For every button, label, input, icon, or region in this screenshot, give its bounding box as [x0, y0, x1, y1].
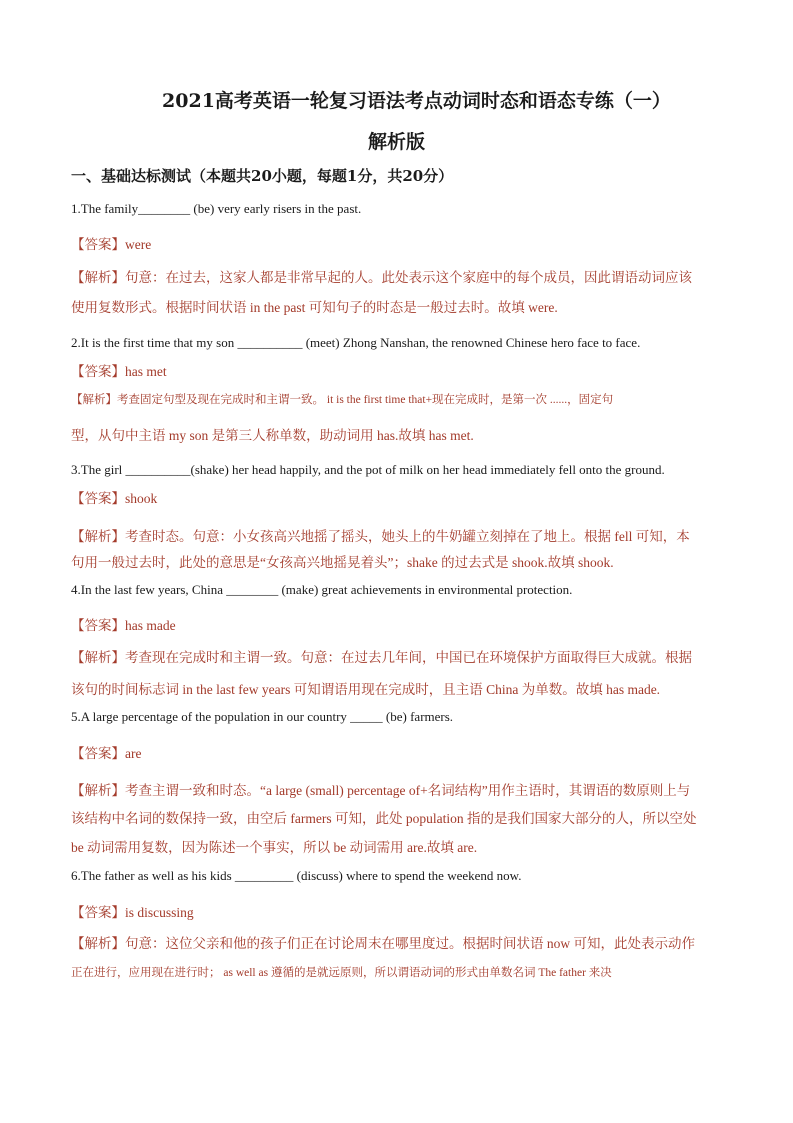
explanation-2-line-1: 【解析】考查固定句型及现在完成时和主谓一致。 it is the first time that+现在完成时，是第一次 ......，固定句	[71, 394, 614, 406]
explanation-3-line-1: 【解析】考查时态。句意：小女孩高兴地摇了摇头，她头上的牛奶罐立刻掉在了地上。根据 fell 可知，本	[71, 529, 690, 544]
question-5: 5.A large percentage of the population in our country _____ (be) farmers.	[71, 709, 454, 724]
answer-6	[71, 901, 194, 921]
explanation-5-line-2: 该结构中名词的数保持一致，由空后 farmers 可知，此处 population 指的是我们国家大部分的人，所以空处	[71, 811, 697, 826]
answer-tag: 【答案】	[71, 364, 125, 379]
explanation-6-line-2: 正在进行，应用现在进行时； as well as 遵循的是就远原则，所以谓语动词的形式由单数名词 The father 来决	[71, 967, 612, 979]
answer-text: has met	[125, 364, 167, 379]
section-heading: 一、基础达标测试（本题共20小题，每题1分，共20分）	[71, 167, 454, 185]
answer-tag: 【答案】	[71, 746, 125, 761]
answer-text: shook	[125, 491, 158, 506]
answer-3	[71, 487, 157, 507]
explanation-4-line-2: 该句的时间标志词 in the last few years 可知谓语用现在完成时，且主语 China 为单数。故填 has made.	[71, 682, 661, 697]
explanation-tag: 【解析】	[71, 783, 125, 798]
explanation-3-line-2: 句用一般过去时，此处的意思是“女孩高兴地摇晃着头”；shake 的过去式是 shook.故填 shook.	[71, 555, 614, 570]
question-6: 6.The father as well as his kids _________ (discuss) where to spend the weekend now.	[71, 868, 522, 883]
explanation-6-line-1: 【解析】句意：这位父亲和他的孩子们正在讨论周末在哪里度过。根据时间状语 now 可知，此处表示动作	[71, 936, 695, 951]
answer-text: is discussing	[125, 905, 194, 920]
explanation-tag: 【解析】	[71, 650, 125, 665]
question-1: 1.The family________ (be) very early risers in the past.	[71, 201, 362, 216]
answer-tag: 【答案】	[71, 905, 125, 920]
question-2: 2.It is the first time that my son __________ (meet) Zhong Nanshan, the renowned Chinese hero face to face.	[71, 335, 641, 350]
explanation-tag: 【解析】	[71, 270, 125, 285]
answer-text: were	[125, 237, 152, 252]
answer-5	[71, 742, 141, 762]
answer-tag: 【答案】	[71, 237, 125, 252]
answer-4	[71, 614, 176, 634]
question-4: 4.In the last few years, China ________ (make) great achievements in environmental protection.	[71, 582, 573, 597]
answer-2	[71, 360, 167, 380]
explanation-2-line-2: 型，从句中主语 my son 是第三人称单数，助动词用 has.故填 has met.	[71, 428, 474, 443]
explanation-4-line-1: 【解析】考查现在完成时和主谓一致。句意：在过去几年间，中国已在环境保护方面取得巨大成就。根据	[71, 650, 692, 665]
answer-text: has made	[125, 618, 176, 633]
explanation-tag: 【解析】	[71, 936, 125, 951]
explanation-tag: 【解析】	[71, 394, 117, 406]
explanation-5-line-3: be 动词需用复数，因为陈述一个事实，所以 be 动词需用 are.故填 are.	[71, 840, 478, 855]
document-subtitle: 解析版	[367, 131, 425, 153]
explanation-tag: 【解析】	[71, 529, 125, 544]
answer-tag: 【答案】	[71, 491, 125, 506]
answer-1	[71, 233, 151, 253]
question-3: 3.The girl __________(shake) her head happily, and the pot of milk on her head immediately fell onto the ground.	[71, 462, 665, 477]
document-title: 2021高考英语一轮复习语法考点动词时态和语态专练（一）	[162, 90, 671, 112]
explanation-1-line-2: 使用复数形式。根据时间状语 in the past 可知句子的时态是一般过去时。故填 were.	[71, 300, 558, 315]
explanation-5-line-1: 【解析】考查主谓一致和时态。“a large (small) percentage of+名词结构”用作主语时，其谓语的数原则上与	[71, 783, 691, 798]
answer-text: are	[125, 746, 142, 761]
explanation-1-line-1: 【解析】句意：在过去，这家人都是非常早起的人。此处表示这个家庭中的每个成员，因此谓语动词应该	[71, 270, 692, 285]
answer-tag: 【答案】	[71, 618, 125, 633]
